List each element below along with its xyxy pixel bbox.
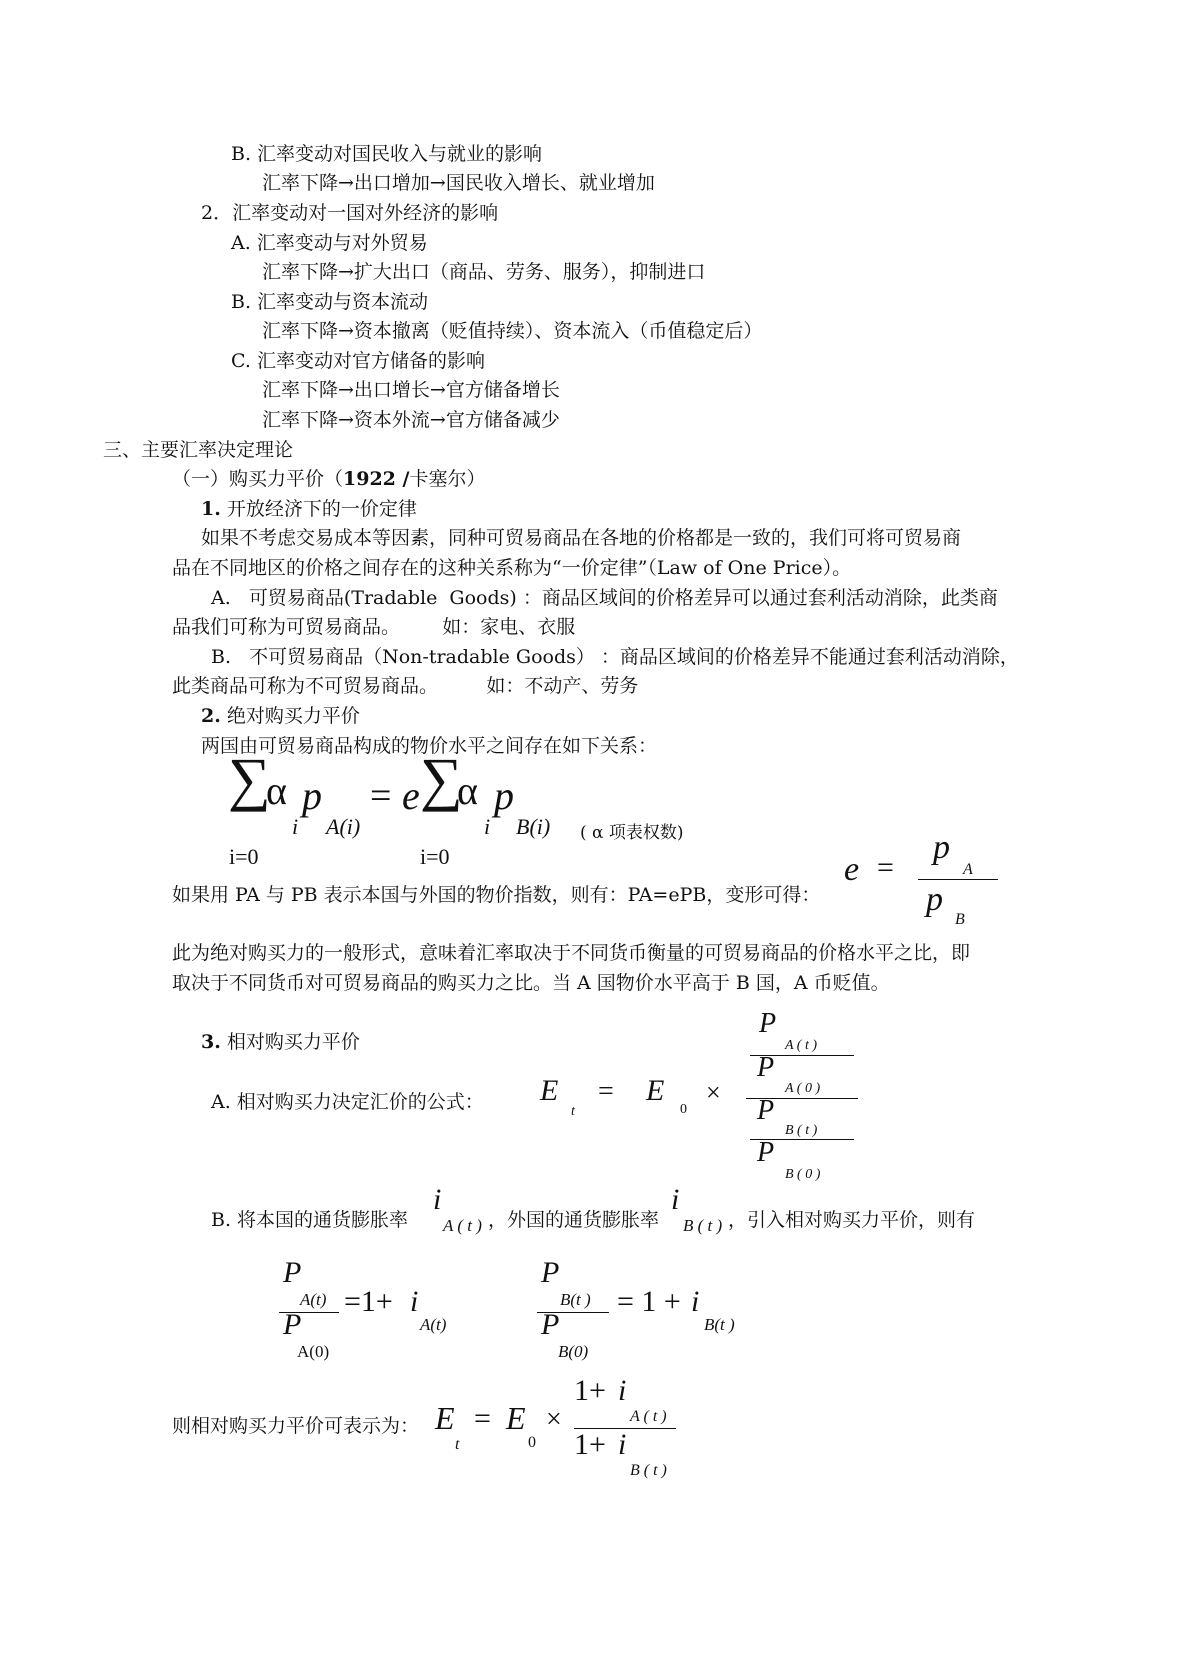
i-a-symbol: i xyxy=(433,1183,442,1216)
i-a-final: i xyxy=(618,1374,627,1407)
e-0-symbol: E xyxy=(646,1074,665,1107)
section-3-heading: 三、主要汇率决定理论 xyxy=(103,439,294,461)
zero-subscript: 0 xyxy=(680,1102,687,1117)
a-i-subscript: A(i) xyxy=(326,814,361,839)
e-t-final: E xyxy=(435,1400,455,1436)
i-subscript-left: i xyxy=(292,814,299,839)
e-0-final: E xyxy=(506,1400,526,1436)
point-2-number: 2. xyxy=(201,705,221,727)
e-t-symbol: E xyxy=(540,1074,559,1107)
item-2b-title: B. 汇率变动与资本流动 xyxy=(231,291,429,313)
item-2a-detail: 汇率下降→扩大出口（商品、劳务、服务），抑制进口 xyxy=(262,261,706,283)
b-t-inflation-subscript: B ( t ) xyxy=(683,1216,723,1235)
p-a-numerator: p xyxy=(933,829,950,866)
t-subscript: t xyxy=(571,1104,575,1119)
alpha-symbol-right: α xyxy=(457,768,478,813)
fraction-bar xyxy=(918,879,998,880)
item-2c-title: C. 汇率变动对官方储备的影响 xyxy=(231,350,485,372)
inflation-text-2: ，外国的通货膨胀率 xyxy=(488,1209,660,1231)
i-zero-right: i=0 xyxy=(420,844,450,869)
b-0-denominator-subscript: B(0) xyxy=(558,1342,589,1361)
times-sign: × xyxy=(706,1078,721,1107)
subsection-1-suffix: 卡塞尔） xyxy=(409,468,486,490)
p-a-0-symbol: P xyxy=(757,1052,775,1083)
p-b-0-symbol: P xyxy=(757,1137,775,1168)
subsection-1-year: 1922 / xyxy=(343,468,410,490)
point-1-heading xyxy=(201,500,417,519)
p-b-0-denominator: P xyxy=(541,1308,560,1341)
alpha-symbol-left: α xyxy=(266,768,287,813)
b-t-final-subscript: B ( t ) xyxy=(630,1462,667,1479)
t-final-subscript: t xyxy=(455,1436,460,1453)
tradable-goods-line-2: 品我们可称为可贸易商品。 如：家电、衣服 xyxy=(172,616,576,638)
absolute-ppp-explanation-1: 此为绝对购买力的一般形式，意味着汇率取决于不同货币衡量的可贸易商品的价格水平之比，即 xyxy=(172,942,971,964)
item-2a-title: A. 汇率变动与对外贸易 xyxy=(231,232,428,254)
e-symbol-ratio: e xyxy=(844,851,860,888)
point-3-number: 3. xyxy=(201,1031,221,1053)
p-symbol-left: p xyxy=(302,773,322,818)
final-formula-label: 则相对购买力平价可表示为： xyxy=(172,1415,420,1437)
point-2-title: 绝对购买力平价 xyxy=(226,705,360,727)
point-2-intro: 两国由可贸易商品构成的物价水平之间存在如下关系： xyxy=(201,735,658,757)
p-a-0-denominator: P xyxy=(283,1308,302,1341)
relative-ppp-formula-label: A. 相对购买力决定汇价的公式： xyxy=(211,1091,484,1113)
b-subscript: B xyxy=(955,911,965,928)
i-b-symbol: i xyxy=(671,1183,680,1216)
inflation-text-3: ，引入相对购买力平价，则有 xyxy=(728,1209,976,1231)
p-a-t-symbol: P xyxy=(759,1008,777,1039)
equals-one-plus-a: =1+ xyxy=(344,1285,393,1318)
subsection-1-heading xyxy=(172,470,485,489)
section-b-title: B. 汇率变动对国民收入与就业的影响 xyxy=(231,143,543,165)
a-t-final-subscript: A ( t ) xyxy=(630,1408,667,1425)
equals-final: = xyxy=(474,1402,491,1435)
point-1-number: 1. xyxy=(201,498,221,520)
law-one-price-line-2: 品在不同地区的价格之间存在的这种关系称为“一价定律”（Law of One Price）。 xyxy=(172,557,852,579)
a-0-subscript: A ( 0 ) xyxy=(785,1081,821,1096)
p-symbol-right: p xyxy=(494,773,514,818)
item-2-heading: 2．汇率变动对一国对外经济的影响 xyxy=(201,202,499,224)
zero-final-subscript: 0 xyxy=(528,1434,536,1451)
a-0-denominator-subscript: A(0) xyxy=(297,1342,330,1361)
p-b-denominator: p xyxy=(926,881,943,918)
point-3-title: 相对购买力平价 xyxy=(226,1031,360,1053)
a-t-rhs-subscript: A(t) xyxy=(420,1315,447,1334)
point-2-heading xyxy=(201,707,360,726)
nontradable-goods-line-2: 此类商品可称为不可贸易商品。 如：不动产、劳务 xyxy=(172,675,639,697)
equals-sign-relative: = xyxy=(598,1076,614,1107)
a-t-inflation-subscript: A ( t ) xyxy=(443,1216,482,1235)
i-b-rhs: i xyxy=(691,1285,700,1318)
b-i-subscript: B(i) xyxy=(516,814,551,839)
b-t-rhs-subscript: B(t ) xyxy=(704,1315,735,1334)
e-symbol: e xyxy=(402,773,420,818)
item-2c-detail-2: 汇率下降→资本外流→官方储备减少 xyxy=(262,409,560,431)
pa-pb-statement: 如果用 PA 与 PB 表示本国与外国的物价指数，则有：PA=ePB，变形可得： xyxy=(172,884,821,906)
p-b-t-symbol: P xyxy=(757,1095,775,1126)
b-t-numerator-subscript: B(t ) xyxy=(560,1290,591,1309)
nontradable-goods-line-1: B. 不可贸易商品（Non-tradable Goods） ：商品区域间的价格差异不能通过套利活动消除， xyxy=(211,646,1019,668)
b-t-subscript: B ( t ) xyxy=(785,1123,818,1138)
law-one-price-line-1: 如果不考虑交易成本等因素，同种可贸易商品在各地的价格都是一致的，我们可将可贸易商 xyxy=(201,527,962,549)
tradable-goods-line-1: A. 可贸易商品(Tradable Goods) ：商品区域间的价格差异可以通过套利活动消除，此类商 xyxy=(211,587,998,609)
times-final: × xyxy=(546,1404,562,1435)
i-a-rhs: i xyxy=(410,1285,419,1318)
section-b-detail: 汇率下降→出口增加→国民收入增长、就业增加 xyxy=(262,172,655,194)
i-subscript-right: i xyxy=(484,814,491,839)
a-t-subscript: A ( t ) xyxy=(785,1038,818,1053)
p-b-t-numerator: P xyxy=(541,1256,560,1289)
numerator-one-plus: 1+ xyxy=(574,1374,606,1407)
point-3-heading xyxy=(201,1033,360,1052)
sum-symbol-left: ∑ xyxy=(228,746,271,812)
equals-sign-ratio: = xyxy=(877,851,894,884)
equals-sign: = xyxy=(370,775,392,817)
denominator-one-plus: 1+ xyxy=(574,1428,606,1461)
point-1-title: 开放经济下的一价定律 xyxy=(226,498,417,520)
b-0-subscript: B ( 0 ) xyxy=(785,1167,821,1182)
subsection-1-prefix: （一）购买力平价（ xyxy=(172,468,344,490)
i-zero-left: i=0 xyxy=(229,844,259,869)
p-a-t-numerator: P xyxy=(283,1256,302,1289)
inflation-text-1: B. 将本国的通货膨胀率 xyxy=(211,1209,409,1231)
item-2b-detail: 汇率下降→资本撤离（贬值持续）、资本流入（币值稳定后） xyxy=(262,320,763,342)
absolute-ppp-explanation-2: 取决于不同货币对可贸易商品的购买力之比。当 A 国物价水平高于 B 国，A 币贬值。 xyxy=(172,972,890,994)
alpha-weight-note: ( α 项表权数) xyxy=(580,823,684,843)
sum-symbol-right: ∑ xyxy=(420,746,463,812)
a-t-numerator-subscript: A(t) xyxy=(300,1290,327,1309)
item-2c-detail-1: 汇率下降→出口增长→官方储备增长 xyxy=(262,379,560,401)
a-subscript: A xyxy=(963,861,973,878)
equals-one-plus-b: = 1 + xyxy=(617,1285,681,1318)
i-b-final: i xyxy=(618,1428,627,1461)
